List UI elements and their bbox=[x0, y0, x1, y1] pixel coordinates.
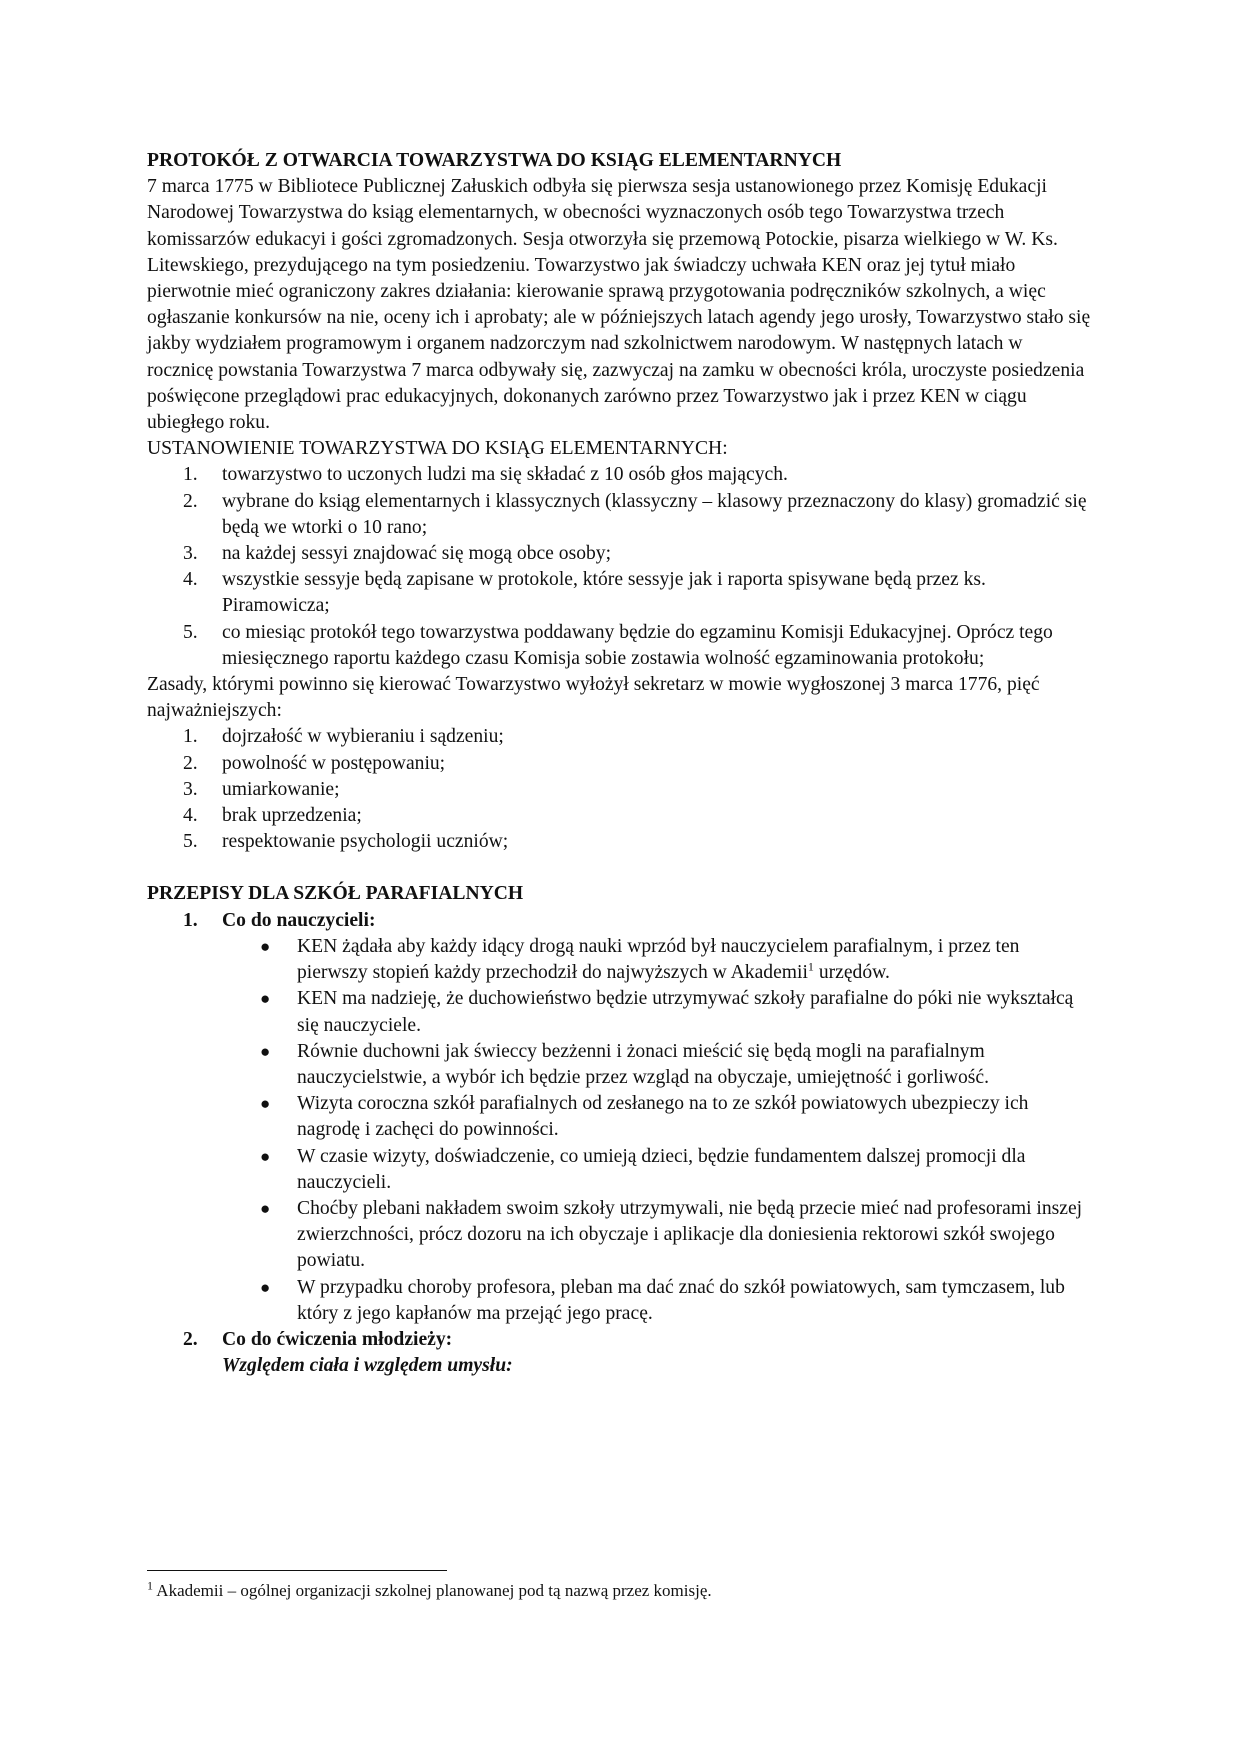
parish-rules-list bbox=[147, 908, 1092, 934]
footnote-reference: 1 bbox=[807, 959, 814, 974]
list-number: 5. bbox=[183, 831, 198, 853]
list-number: 2. bbox=[183, 752, 198, 774]
footnote-separator bbox=[147, 1570, 447, 1571]
list-item bbox=[147, 1039, 1092, 1091]
list-item-text: KEN ma nadzieję, że duchowieństwo będzie utrzymywać szkoły parafialne do póki nie wykształcą się nauczyciele. bbox=[297, 988, 1074, 1036]
list-number: 1. bbox=[183, 909, 198, 931]
list-item-text: KEN żądała aby każdy idący drogą nauki wprzód był nauczycielem parafialnym, i przez ten pierwszy stopień każdy przechodził do najwyższych w Akademii bbox=[297, 935, 1020, 984]
section-spacer bbox=[147, 855, 1092, 881]
list-item bbox=[147, 908, 1092, 934]
list-number: 2. bbox=[183, 490, 198, 512]
heading-teachers: Co do nauczycieli: bbox=[222, 909, 376, 931]
list-number: 3. bbox=[183, 778, 198, 800]
teachers-bullet-list bbox=[147, 934, 1092, 1327]
list-item-text: W czasie wizyty, doświadczenie, co umieją dzieci, będzie fundamentem dalszej promocji dla nauczycieli. bbox=[297, 1145, 1026, 1193]
footnote-text: Akademii – ogólnej organizacji szkolnej planowanej pod tą nazwą przez komisję. bbox=[153, 1581, 712, 1600]
list-number: 5. bbox=[183, 621, 198, 643]
list-number: 4. bbox=[183, 805, 198, 827]
list-item bbox=[147, 1144, 1092, 1196]
list-item bbox=[147, 777, 1092, 803]
bullet-icon: ● bbox=[260, 1094, 271, 1114]
list-item-text: brak uprzedzenia; bbox=[222, 805, 362, 827]
list-item bbox=[147, 1275, 1092, 1327]
list-item bbox=[147, 1327, 1092, 1353]
section-subtitle-establishment: USTANOWIENIE TOWARZYSTWA DO KSIĄG ELEMENTARNYCH: bbox=[147, 438, 728, 460]
list-item bbox=[147, 1196, 1092, 1275]
document-body bbox=[147, 148, 1092, 1379]
list-item-text: Choćby plebani nakładem swoim szkoły utrzymywali, nie będą przecie mieć nad profesorami inszej zwierzchności, prócz dozoru na ich obyczaje i aplikacje dla doniesienia rektorowi szkół swojego powiatu. bbox=[297, 1197, 1083, 1272]
principles-list bbox=[147, 724, 1092, 855]
bullet-icon: ● bbox=[260, 1041, 271, 1061]
list-item-text: wybrane do ksiąg elementarnych i klassycznych (klassyczny – klasowy przeznaczony do klasy) gromadzić się będą we wtorki o 10 rano; bbox=[222, 490, 1087, 538]
list-item-text: co miesiąc protokół tego towarzystwa poddawany będzie do egzaminu Komisji Edukacyjnej. Oprócz tego miesięcznego raportu każdego czasu Komisja sobie zostawia wolność egzaminowania protokołu; bbox=[222, 621, 1053, 669]
section-title-protocol: PROTOKÓŁ Z OTWARCIA TOWARZYSTWA DO KSIĄG ELEMENTARNYCH bbox=[147, 150, 842, 171]
bullet-icon: ● bbox=[260, 1277, 271, 1297]
heading-youth-exercise: Co do ćwiczenia młodzieży: bbox=[222, 1328, 453, 1350]
list-item bbox=[147, 620, 1092, 672]
principles-intro: Zasady, którymi powinno się kierować Towarzystwo wyłożył sekretarz w mowie wygłoszonej 3 marca 1776, pięć najważniejszych: bbox=[147, 674, 1040, 722]
list-item bbox=[147, 567, 1092, 619]
list-item bbox=[147, 724, 1092, 750]
bullet-icon: ● bbox=[260, 1146, 271, 1166]
list-item-text: respektowanie psychologii uczniów; bbox=[222, 831, 509, 853]
list-item-text: wszystkie sessyje będą zapisane w protokole, które sessyje jak i raporta spisywane będą przez ks. Piramowicza; bbox=[222, 569, 986, 617]
bullet-icon: ● bbox=[260, 989, 271, 1009]
list-number: 2. bbox=[183, 1328, 198, 1350]
list-item bbox=[147, 462, 1092, 488]
list-item-text: na każdej sessyi znajdować się mogą obce osoby; bbox=[222, 543, 612, 565]
list-item bbox=[147, 489, 1092, 541]
list-number: 1. bbox=[183, 464, 198, 486]
list-item-text: Wizyta coroczna szkół parafialnych od zesłanego na to ze szkół powiatowych ubezpieczy ich nagrodę i zachęci do powinności. bbox=[297, 1093, 1029, 1141]
intro-paragraph: 7 marca 1775 w Bibliotece Publicznej Załuskich odbyła się pierwsza sesja ustanowionego przez Komisję Edukacji Narodowej Towarzystwa do ksiąg elementarnych, w obecności wyznaczonych osób tego Towarzystwa trzech komissarzów edukacyi i gości zgromadzonych. Sesja otworzyła się przemową Potockie, pisarza wielkiego w W. Ks. Litewskiego, prezydującego na tym posiedzeniu. Towarzystwo jak świadczy uchwała KEN oraz jej tytuł miało pierwotnie mieć ograniczony zakres działania: kierowanie sprawą przygotowania podręczników szkolnych, a więc ogłaszanie konkursów na nie, oceny ich i aprobaty; ale w późniejszych latach agendy jego urosły, Towarzystwo stało się jakby wydziałem programowym i organem nadzorczym nad szkolnictwem narodowym. W następnych latach w rocznicę powstania Towarzystwa 7 marca odbywały się, zazwyczaj na zamku w obecności króla, uroczyste posiedzenia poświęcone przeglądowi prac edukacyjnych, dokonanych zarówno przez Towarzystwo jak i przez KEN w ciągu ubiegłego roku. bbox=[147, 176, 1091, 434]
list-number: 3. bbox=[183, 543, 198, 565]
footnote bbox=[147, 1580, 712, 1602]
footnote-number: 1 bbox=[147, 1578, 153, 1593]
list-item-text: dojrzałość w wybieraniu i sądzeniu; bbox=[222, 726, 504, 748]
establishment-list bbox=[147, 462, 1092, 672]
list-item-text: towarzystwo to uczonych ludzi ma się składać z 10 osób głos mających. bbox=[222, 464, 788, 486]
list-number: 4. bbox=[183, 569, 198, 591]
list-item bbox=[147, 1091, 1092, 1143]
list-item-text: W przypadku choroby profesora, pleban ma dać znać do szkół powiatowych, sam tymczasem, lub który z jego kapłanów ma przejąć jego pracę. bbox=[297, 1276, 1065, 1324]
bullet-icon: ● bbox=[260, 1198, 271, 1218]
list-item bbox=[147, 803, 1092, 829]
list-item-text: umiarkowanie; bbox=[222, 778, 340, 800]
list-item bbox=[147, 934, 1092, 986]
list-number: 1. bbox=[183, 726, 198, 748]
subheading-body-mind: Względem ciała i względem umysłu: bbox=[222, 1355, 513, 1377]
list-item bbox=[147, 541, 1092, 567]
list-item-text-end: urzędów. bbox=[813, 962, 890, 984]
bullet-icon: ● bbox=[260, 936, 271, 956]
list-item bbox=[147, 986, 1092, 1038]
list-item bbox=[147, 751, 1092, 777]
section-title-parish-schools: PRZEPISY DLA SZKÓŁ PARAFIALNYCH bbox=[147, 883, 524, 905]
parish-rules-list-continued bbox=[147, 1327, 1092, 1353]
list-item-text: powolność w postępowaniu; bbox=[222, 752, 446, 774]
list-item bbox=[147, 829, 1092, 855]
list-item-text: Równie duchowni jak świeccy bezżenni i żonaci mieścić się będą mogli na parafialnym nauczycielstwie, a wybór ich będzie przez wzgląd na obyczaje, umiejętność i gorliwość. bbox=[297, 1040, 990, 1088]
